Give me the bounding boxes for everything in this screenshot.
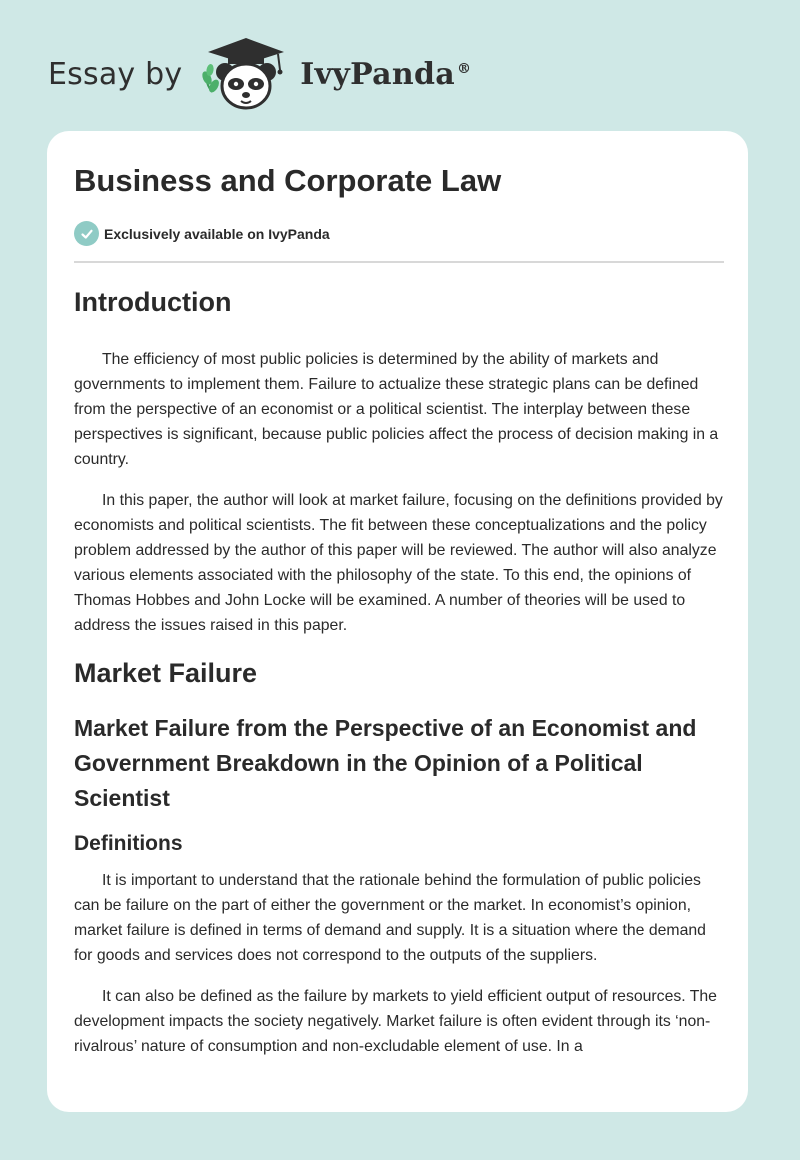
exclusive-label: Exclusively available on IvyPanda [104,225,330,242]
brand-name[interactable]: IvyPanda ® [300,56,472,92]
essay-by-label: Essay by [48,56,183,92]
paragraph: The efficiency of most public policies is determined by the ability of markets and governments to implement them. Failure to actualize these strategic plans can be defined from the perspective of an economist or a political scientist. The interplay between these perspectives is significant, because public policies affect the process of decision making in a country. [74,351,719,468]
exclusive-badge [74,221,330,246]
subsection-heading-definitions: Definitions [74,832,183,855]
title-divider [74,261,724,263]
site-header [48,34,471,114]
section-heading-market-failure: Market Failure [74,658,258,688]
paragraph: In this paper, the author will look at market failure, focusing on the definitions provided by economists and political scientists. The fit between these conceptualizations and the policy problem addressed by the author of this paper will be reviewed. The author will also analyze various elements associated with the philosophy of the state. To this end, the opinions of Thomas Hobbes and John Locke will be examined. A number of theories will be used to address the issues raised in this paper. [74,492,723,634]
section-heading-introduction: Introduction [74,287,232,317]
paragraph: It is important to understand that the rationale behind the formulation of public policies can be failure on the part of either the government or the market. In economist’s opinion, market failure is defined in terms of demand and supply. It is a situation where the demand for goods and services does not correspond to the outputs of the suppliers. [74,872,706,964]
check-icon [74,221,99,246]
essay-card [47,131,748,1112]
paragraph: It can also be defined as the failure by markets to yield efficient output of resources. The development impacts the society negatively. Market failure is often evident through its ‘non-rivalrous’ nature of consumption and non-excludable element of use. In a [74,988,717,1055]
article-body [74,281,724,1059]
panda-graduate-icon[interactable] [198,34,294,114]
subsection-heading: Market Failure from the Perspective of an Economist and Government Breakdown in the Opinion of a Political Scientist [74,715,697,811]
page-title: Business and Corporate Law [74,163,502,198]
